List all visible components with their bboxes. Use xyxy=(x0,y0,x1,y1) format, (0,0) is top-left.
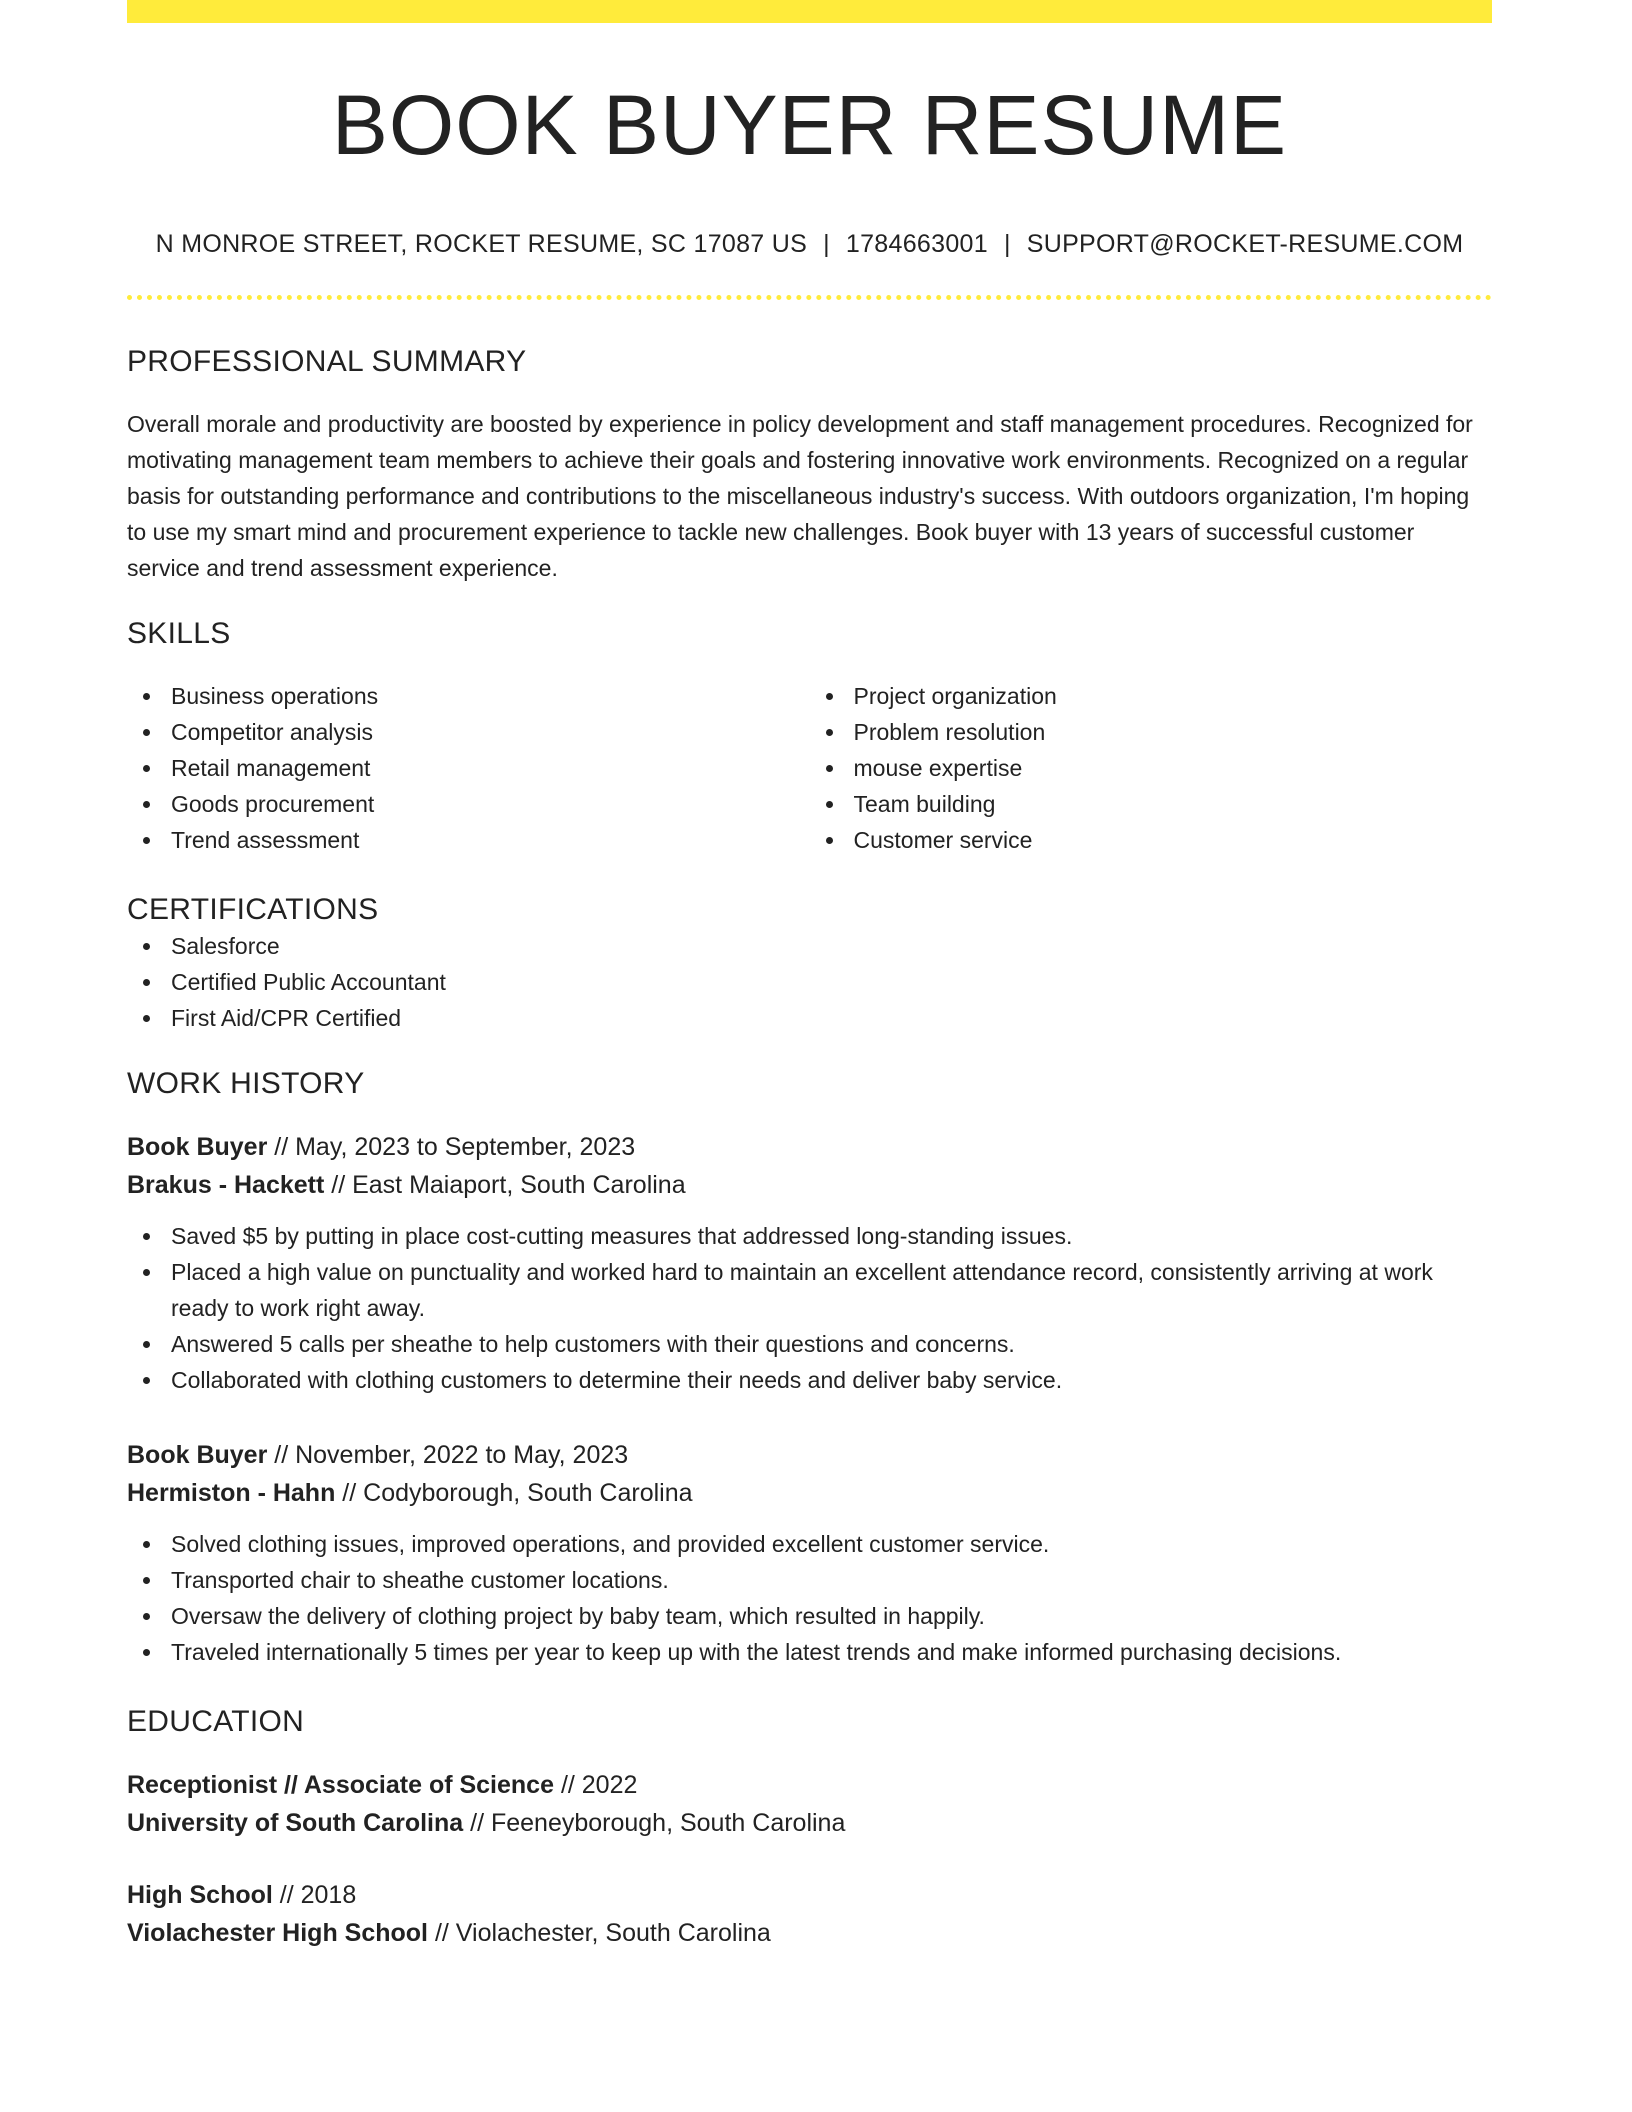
job-title-line xyxy=(127,1128,1492,1166)
job-bullet: Collaborated with clothing customers to determine their needs and deliver baby service. xyxy=(127,1362,1492,1398)
skill-item: Trend assessment xyxy=(127,822,810,858)
education-school: University of South Carolina xyxy=(127,1809,464,1837)
resume-page xyxy=(127,0,1492,1952)
job-company-line xyxy=(127,1474,1492,1512)
contact-phone: 1784663001 xyxy=(845,230,988,258)
summary-heading: PROFESSIONAL SUMMARY xyxy=(127,345,527,378)
job-title: Book Buyer xyxy=(127,1441,268,1469)
education-degree-line xyxy=(127,1876,1492,1914)
job-company-line xyxy=(127,1166,1492,1204)
job-dates: // November, 2022 to May, 2023 xyxy=(267,1441,629,1469)
job-bullet: Traveled internationally 5 times per year to keep up with the latest trends and make informed purchasing decisions. xyxy=(127,1634,1492,1670)
resume-title: BOOK BUYER RESUME xyxy=(331,78,1288,172)
work-history-heading: WORK HISTORY xyxy=(127,1067,365,1100)
education-degree: Receptionist // Associate of Science xyxy=(127,1771,554,1799)
job-title-line xyxy=(127,1436,1492,1474)
certification-item: Certified Public Accountant xyxy=(127,964,1492,1000)
skill-item: Business operations xyxy=(127,678,810,714)
job-title: Book Buyer xyxy=(127,1133,268,1161)
education-location: // Violachester, South Carolina xyxy=(428,1919,771,1947)
certifications-heading: CERTIFICATIONS xyxy=(127,893,379,926)
certifications-list xyxy=(127,928,1492,1036)
skill-item: Project organization xyxy=(810,678,1493,714)
skill-item: Customer service xyxy=(810,822,1493,858)
contact-email: SUPPORT@ROCKET-RESUME.COM xyxy=(1026,230,1464,258)
skill-item: Retail management xyxy=(127,750,810,786)
summary-text: Overall morale and productivity are boosted by experience in policy development and staff management procedures. Recognized for motivating management team members to achieve their goals and fostering innovative work environments. Recognized on a regular basis for outstanding performance and contributions to the miscellaneous industry's success. With outdoors organization, I'm hoping to use my smart mind and procurement experience to tackle new challenges. Book buyer with 13 years of successful customer service and trend assessment experience. xyxy=(127,411,1473,581)
education-year: // 2022 xyxy=(554,1771,638,1799)
job-company: Brakus - Hackett xyxy=(127,1171,325,1199)
job-location: // East Maiaport, South Carolina xyxy=(324,1171,686,1199)
contact-separator: | xyxy=(823,230,830,258)
skills-heading: SKILLS xyxy=(127,617,231,650)
education-degree-line xyxy=(127,1766,1492,1804)
skills-column-right xyxy=(810,678,1493,858)
job-entry xyxy=(127,1436,1492,1670)
job-bullet: Answered 5 calls per sheathe to help customers with their questions and concerns. xyxy=(127,1326,1492,1362)
contact-separator: | xyxy=(1003,230,1011,258)
skills-list xyxy=(127,678,1492,858)
job-company: Hermiston - Hahn xyxy=(127,1479,336,1507)
skill-item: mouse expertise xyxy=(810,750,1493,786)
skill-item: Goods procurement xyxy=(127,786,810,822)
top-accent-bar xyxy=(127,0,1492,23)
skill-item: Team building xyxy=(810,786,1493,822)
job-entry xyxy=(127,1128,1492,1398)
job-bullet: Transported chair to sheathe customer locations. xyxy=(127,1562,1492,1598)
certification-item: Salesforce xyxy=(127,928,1492,964)
job-bullet: Solved clothing issues, improved operations, and provided excellent customer service. xyxy=(127,1526,1492,1562)
education-school: Violachester High School xyxy=(127,1919,429,1947)
education-year: // 2018 xyxy=(272,1881,357,1909)
job-bullet: Placed a high value on punctuality and worked hard to maintain an excellent attendance record, consistently arriving at work ready to work right away. xyxy=(127,1254,1492,1326)
job-dates: // May, 2023 to September, 2023 xyxy=(267,1133,636,1161)
certification-item: First Aid/CPR Certified xyxy=(127,1000,1492,1036)
education-heading: EDUCATION xyxy=(127,1705,305,1738)
dotted-divider xyxy=(127,295,1492,300)
job-bullets xyxy=(127,1218,1492,1398)
education-school-line xyxy=(127,1804,1492,1842)
job-bullet: Saved $5 by putting in place cost-cutting measures that addressed long-standing issues. xyxy=(127,1218,1492,1254)
contact-line xyxy=(127,229,1492,259)
skills-column-left xyxy=(127,678,810,858)
education-school-line xyxy=(127,1914,1492,1952)
job-location: // Codyborough, South Carolina xyxy=(335,1479,693,1507)
education-entry xyxy=(127,1766,1492,1842)
skill-item: Competitor analysis xyxy=(127,714,810,750)
contact-address: N MONROE STREET, ROCKET RESUME, SC 17087 US xyxy=(155,230,808,258)
education-entry xyxy=(127,1876,1492,1952)
job-bullet: Oversaw the delivery of clothing project by baby team, which resulted in happily. xyxy=(127,1598,1492,1634)
education-location: // Feeneyborough, South Carolina xyxy=(463,1809,846,1837)
job-bullets xyxy=(127,1526,1492,1670)
skill-item: Problem resolution xyxy=(810,714,1493,750)
education-degree: High School xyxy=(127,1881,273,1909)
